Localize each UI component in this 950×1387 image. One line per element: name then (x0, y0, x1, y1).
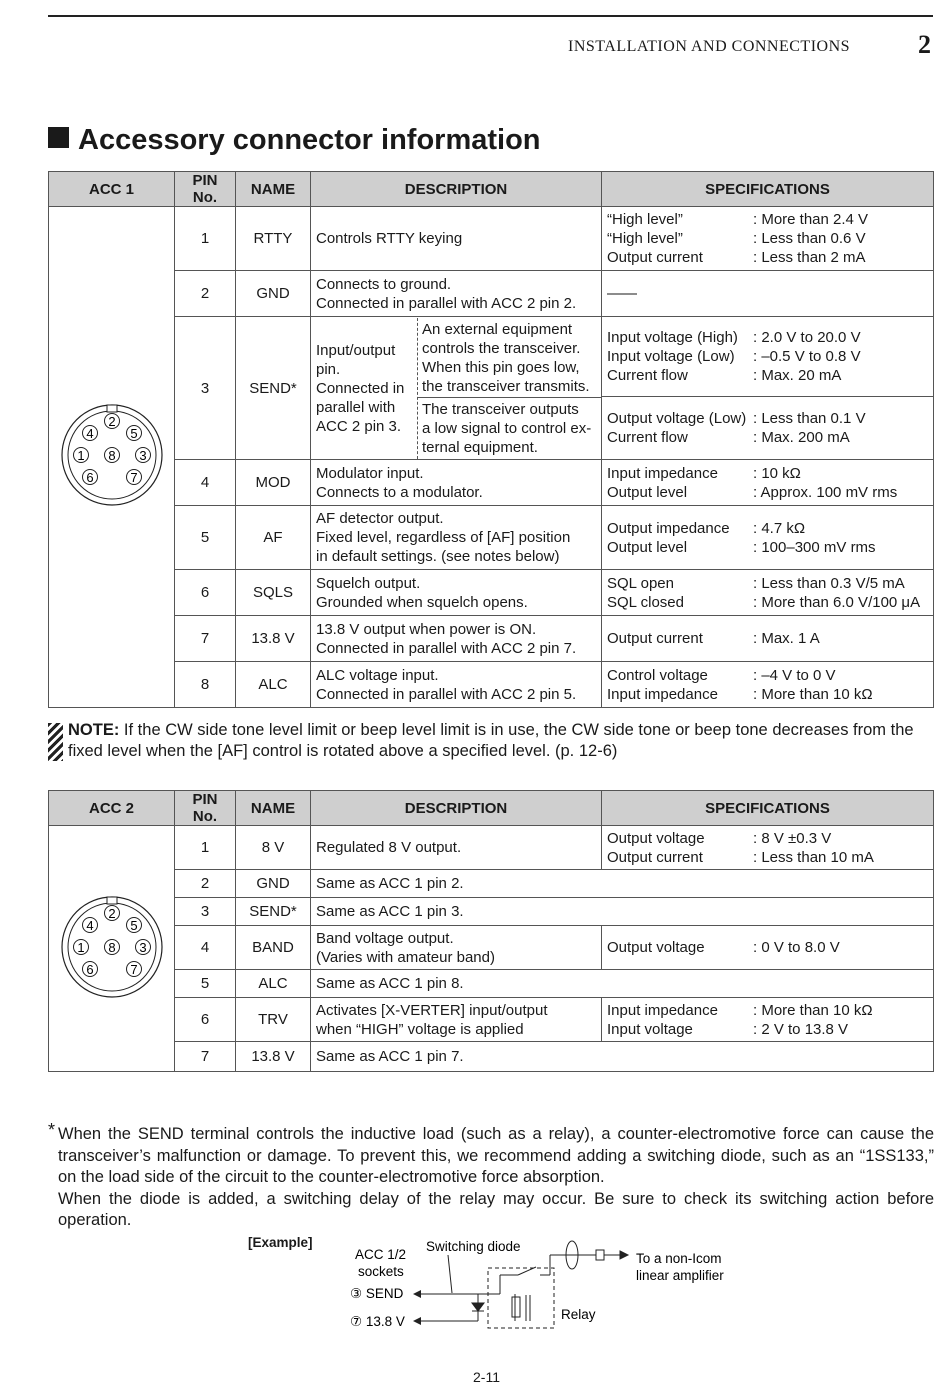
table-row (49, 271, 934, 317)
pin-cell: 4 (175, 926, 236, 970)
spec-key: Output voltage (Low) (607, 410, 747, 427)
spec-value: : Less than 0.3 V/5 mA (753, 574, 905, 592)
spec-value: : More than 2.4 V (753, 211, 869, 228)
spec-key: Output current (607, 630, 703, 647)
page-title-text: Accessory connector information (78, 124, 541, 156)
table-row (49, 460, 934, 506)
connector-pin-label: 2 (107, 905, 116, 921)
table-row (49, 970, 934, 998)
desc-cell (311, 460, 602, 506)
footnote-asterisk: * (48, 1120, 56, 1140)
connector-pin-label: 8 (107, 939, 116, 955)
example-diode-label: Switching diode (426, 1239, 521, 1254)
note (48, 720, 934, 762)
col-name: NAME (236, 172, 311, 207)
spec-value: : Max. 200 mA (753, 429, 850, 446)
desc-line: Band voltage output. (316, 929, 454, 947)
spec-key: Input impedance (607, 1001, 718, 1019)
example-arrowheads (413, 1290, 421, 1325)
footnote-p2: When the diode is added, a switching delay of the relay may occur. Be sure to check its switching action before operation. (58, 1189, 934, 1229)
din-connector-icon (57, 892, 167, 1002)
note-text: If the CW side tone level limit or beep level limit is in use, the CW side tone or beep tone decreases from the fixed level when the [AF] control is rotated above a specified level. (p. 12-6) (68, 721, 914, 760)
table-row (49, 926, 934, 970)
connector-pin-label: 6 (85, 470, 94, 485)
acc1-connector (49, 207, 175, 708)
name-cell: BAND (236, 926, 311, 970)
pin-cell: 4 (175, 460, 236, 506)
name-cell: ALC (236, 970, 311, 998)
col-connector: ACC 2 (49, 791, 175, 826)
desc-cell: Same as ACC 1 pin 3. (311, 898, 934, 926)
desc-line: Connected in parallel with ACC 2 pin 2. (316, 294, 577, 312)
name-cell: 8 V (236, 826, 311, 870)
desc-cell (311, 616, 602, 662)
desc-line: AF detector output. (316, 510, 444, 527)
desc-line: Connected in (316, 379, 405, 397)
spec-value: : 4.7 kΩ (753, 519, 806, 537)
spec-key: Output level (607, 538, 688, 556)
desc-line: Connects to a modulator. (316, 483, 483, 501)
col-connector: ACC 1 (49, 172, 175, 207)
spec-key: Input voltage (607, 1020, 693, 1038)
spec-cell (602, 826, 934, 870)
spec-value: : –4 V to 0 V (753, 666, 836, 684)
desc-line: When this pin goes low, (422, 358, 580, 376)
spec-row (607, 347, 928, 366)
desc-line: when “HIGH” voltage is applied (316, 1020, 524, 1038)
table-row (49, 826, 934, 870)
pin-cell: 2 (175, 870, 236, 898)
desc-left (311, 318, 418, 459)
spec-cell (602, 317, 934, 460)
desc-line: Controls RTTY keying (316, 230, 463, 247)
spec-key: Current flow (607, 429, 688, 446)
desc-line: ACC 2 pin 3. (316, 417, 402, 435)
spec-value: : More than 10 kΩ (753, 1001, 873, 1019)
desc-cell: Same as ACC 1 pin 2. (311, 870, 934, 898)
acc2-table (48, 790, 934, 1072)
spec-key: Input impedance (607, 464, 718, 482)
acc2-connector (49, 826, 175, 1072)
desc-line: ternal equipment. (422, 438, 538, 456)
table-row (49, 898, 934, 926)
spec-row (607, 464, 928, 483)
spec-key: Output voltage (607, 829, 705, 847)
spec-cell (602, 662, 934, 708)
spec-value: : 10 kΩ (753, 464, 801, 482)
spec-value: : 2.0 V to 20.0 V (753, 329, 861, 346)
spec-cell (602, 506, 934, 570)
footnote (48, 1120, 934, 1232)
spec-row (607, 593, 928, 612)
pin-cell: 3 (175, 898, 236, 926)
table-row (49, 317, 934, 460)
connector-pin-label: 4 (85, 917, 94, 933)
spec-key: SQL open (607, 574, 674, 592)
table-header (49, 172, 934, 207)
spec-cell (602, 570, 934, 616)
desc-line: controls the transceiver. (422, 339, 581, 357)
spec-row (607, 483, 928, 502)
pin-cell: 1 (175, 207, 236, 271)
desc-line: Grounded when squelch opens. (316, 593, 528, 611)
spec-value: : 100–300 mV rms (753, 538, 876, 556)
spec-key: Input impedance (607, 685, 718, 703)
spec-key: Current flow (607, 367, 688, 384)
spec-row (607, 248, 928, 267)
spec-cell (602, 460, 934, 506)
bullet-square-icon (48, 127, 69, 148)
spec-row (607, 519, 928, 538)
table-row (49, 998, 934, 1042)
connector-pin-label: 6 (85, 961, 94, 977)
spec-cell (602, 616, 934, 662)
table-row (49, 1042, 934, 1072)
connector-pin-label: 1 (76, 939, 85, 955)
desc-cell (311, 271, 602, 317)
desc-cell: Same as ACC 1 pin 7. (311, 1042, 934, 1072)
circuit-wires (417, 1241, 628, 1328)
desc-cell (311, 570, 602, 616)
connector-pin-label: 7 (129, 961, 138, 977)
example-138-label: ⑦ 13.8 V (350, 1314, 405, 1329)
desc-line: Fixed level, regardless of [AF] position (316, 529, 571, 546)
spec-value: : 8 V ±0.3 V (753, 829, 832, 847)
desc-cell (311, 926, 602, 970)
pin-cell: 7 (175, 1042, 236, 1072)
spec-row (607, 574, 928, 593)
spec-key: Output level (607, 483, 688, 501)
desc-line: The transceiver outputs (422, 400, 579, 418)
spec-row (607, 538, 928, 557)
desc-line: Modulator input. (316, 464, 424, 482)
table-row (49, 870, 934, 898)
desc-cell (311, 207, 602, 271)
footnote-p1: When the SEND terminal controls the inductive load (such as a relay), a counter-electromotive force can cause the transceiver’s malfunction or damage. To prevent this, we recommend adding a switching diode, such as an “1SS133,” on the load side of the circuit to the counter-electromotive force absorption. (58, 1125, 934, 1186)
spec-value: : Max. 20 mA (753, 367, 842, 384)
col-spec: SPECIFICATIONS (602, 172, 934, 207)
example-sockets-l2: sockets (358, 1264, 404, 1279)
pin-cell: 1 (175, 826, 236, 870)
table-header (49, 791, 934, 826)
name-cell: RTTY (236, 207, 311, 271)
spec-key: “High level” (607, 230, 683, 247)
spec-row (607, 666, 928, 685)
spec-row (607, 409, 928, 428)
desc-top (418, 318, 601, 398)
connector-pin-label: 3 (138, 939, 147, 955)
pin-cell: 5 (175, 506, 236, 570)
example-circuit-diagram (340, 1235, 740, 1335)
pin-cell: 5 (175, 970, 236, 998)
table-row (49, 207, 934, 271)
spec-key: Output current (607, 249, 703, 266)
note-label: NOTE: (68, 721, 120, 739)
desc-line: Regulated 8 V output. (316, 839, 462, 856)
connector-pin-label: 3 (138, 448, 147, 463)
pin-cell: 8 (175, 662, 236, 708)
example-send-label: ③ SEND (350, 1286, 404, 1301)
desc-cell (311, 998, 602, 1042)
connector-pin-label: 8 (107, 448, 116, 463)
desc-line: (Varies with amateur band) (316, 948, 495, 966)
spec-key: Input voltage (Low) (607, 348, 735, 365)
spec-value: : More than 10 kΩ (753, 685, 873, 703)
col-name: NAME (236, 791, 311, 826)
spec-cell (602, 926, 934, 970)
name-cell: GND (236, 870, 311, 898)
table-row (49, 662, 934, 708)
desc-line: Connected in parallel with ACC 2 pin 7. (316, 639, 577, 657)
desc-cell: Same as ACC 1 pin 8. (311, 970, 934, 998)
spec-row (607, 938, 928, 957)
name-cell: MOD (236, 460, 311, 506)
desc-line: Connects to ground. (316, 275, 452, 293)
desc-line: Connected in parallel with ACC 2 pin 5. (316, 685, 577, 703)
desc-line: 13.8 V output when power is ON. (316, 620, 537, 638)
desc-line: pin. (316, 360, 341, 378)
spec-cell (602, 207, 934, 271)
table-row (49, 616, 934, 662)
spec-row (607, 685, 928, 704)
connector-pin-label: 2 (107, 414, 116, 429)
spec-cell: —— (602, 271, 934, 317)
note-icon (48, 723, 63, 761)
connector-pin-label: 5 (129, 426, 138, 441)
table-row (49, 506, 934, 570)
spec-row (607, 229, 928, 248)
desc-line: Input/output (316, 341, 396, 359)
desc-cell (311, 317, 602, 460)
example-relay-label: Relay (561, 1307, 596, 1322)
spec-key: Control voltage (607, 666, 708, 684)
name-cell: SEND* (236, 317, 311, 460)
spec-cell (602, 998, 934, 1042)
spec-key: Output current (607, 848, 703, 866)
desc-line: in default settings. (see notes below) (316, 548, 560, 565)
example-sockets-l1: ACC 1/2 (355, 1247, 407, 1262)
header-section-title: INSTALLATION AND CONNECTIONS (568, 38, 851, 55)
spec-key: “High level” (607, 211, 683, 228)
spec-row (607, 366, 928, 385)
header-rule (48, 15, 933, 17)
pin-cell: 3 (175, 317, 236, 460)
pin-cell: 6 (175, 570, 236, 616)
col-desc: DESCRIPTION (311, 172, 602, 207)
pin-cell: 6 (175, 998, 236, 1042)
spec-value: : 0 V to 8.0 V (753, 939, 840, 956)
desc-line: Squelch output. (316, 574, 421, 592)
desc-line: a low signal to control ex- (422, 419, 592, 437)
din-connector-icon (57, 400, 167, 510)
spec-value: : Max. 1 A (753, 630, 820, 647)
desc-line: parallel with (316, 398, 396, 416)
spec-value: : Less than 0.1 V (753, 410, 866, 427)
name-cell: 13.8 V (236, 616, 311, 662)
desc-line: Activates [X-VERTER] input/output (316, 1001, 548, 1019)
example-to-l1: To a non-Icom (636, 1251, 722, 1266)
spec-value: : –0.5 V to 0.8 V (753, 348, 861, 365)
spec-row (607, 1020, 928, 1039)
col-pin: PIN No. (175, 172, 236, 207)
name-cell: AF (236, 506, 311, 570)
spec-row (607, 629, 928, 648)
col-pin: PIN No. (175, 791, 236, 826)
header-chapter-number: 2 (918, 30, 931, 59)
name-cell: GND (236, 271, 311, 317)
name-cell: SEND* (236, 898, 311, 926)
spec-row (607, 328, 928, 347)
spec-value: : Less than 2 mA (753, 249, 866, 266)
name-cell: SQLS (236, 570, 311, 616)
spec-value: : 2 V to 13.8 V (753, 1020, 849, 1038)
spec-key: Input voltage (High) (607, 329, 738, 346)
page-title (48, 124, 541, 157)
spec-key: Output voltage (607, 939, 705, 956)
desc-cell (311, 662, 602, 708)
spec-row (607, 848, 928, 867)
spec-row (607, 210, 928, 229)
name-cell: 13.8 V (236, 1042, 311, 1072)
example-to-l2: linear amplifier (636, 1268, 724, 1283)
col-desc: DESCRIPTION (311, 791, 602, 826)
acc1-table (48, 171, 934, 708)
spec-row (607, 1001, 928, 1020)
spec-value: : Less than 0.6 V (753, 230, 866, 247)
col-spec: SPECIFICATIONS (602, 791, 934, 826)
example-label: [Example] (248, 1235, 313, 1250)
pin-cell: 2 (175, 271, 236, 317)
spec-key: Output impedance (607, 519, 730, 537)
connector-pin-label: 1 (76, 448, 85, 463)
page-number: 2-11 (473, 1369, 500, 1385)
desc-line: the transceiver transmits. (422, 377, 590, 395)
table-row (49, 570, 934, 616)
connector-pin-label: 7 (129, 470, 138, 485)
desc-cell (311, 826, 602, 870)
spec-value: : More than 6.0 V/100 μA (753, 593, 921, 611)
desc-line: An external equipment (422, 320, 573, 338)
connector-pin-label: 5 (129, 917, 138, 933)
desc-cell (311, 506, 602, 570)
connector-pin-label: 4 (85, 426, 94, 441)
pin-cell: 7 (175, 616, 236, 662)
desc-line: ALC voltage input. (316, 666, 439, 684)
name-cell: ALC (236, 662, 311, 708)
spec-value: : Less than 10 mA (753, 848, 874, 866)
spec-value: : Approx. 100 mV rms (753, 483, 898, 501)
spec-row (607, 829, 928, 848)
desc-bottom (418, 398, 601, 459)
name-cell: TRV (236, 998, 311, 1042)
spec-key: SQL closed (607, 593, 684, 611)
spec-row (607, 428, 928, 447)
